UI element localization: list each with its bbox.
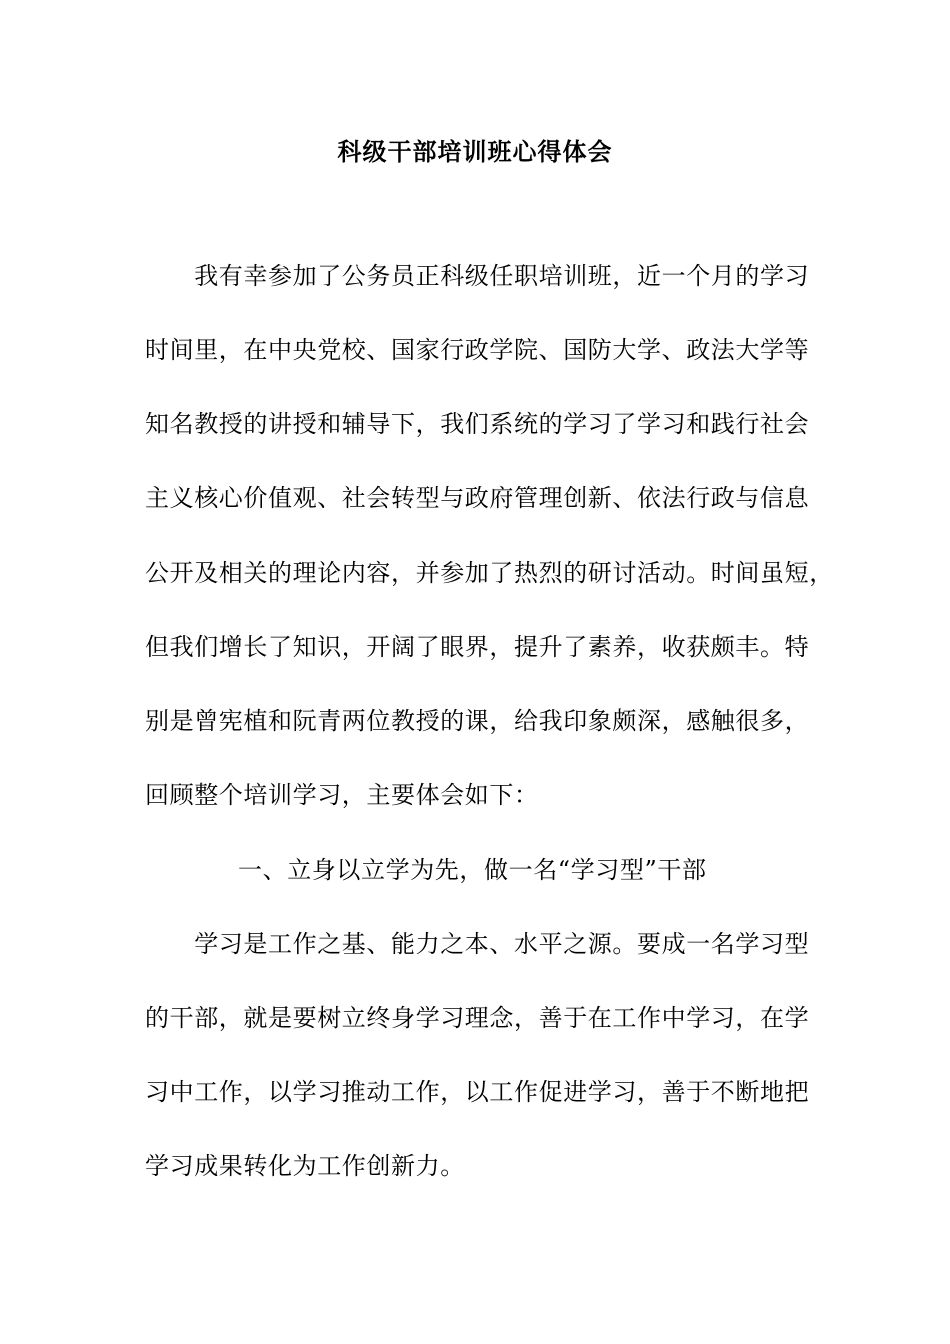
paragraph-line: 习中工作，以学习推动工作，以工作促进学习，善于不断地把 xyxy=(145,1078,810,1106)
paragraph-line: 学习成果转化为工作创新力。 xyxy=(145,1152,465,1180)
section-heading: 一、立身以立学为先，做一名“学习型”干部 xyxy=(238,856,707,884)
paragraph-line: 主义核心价值观、社会转型与政府管理创新、依法行政与信息 xyxy=(145,484,810,512)
document-title: 科级干部培训班心得体会 xyxy=(337,137,613,166)
paragraph-line: 我有幸参加了公务员正科级任职培训班，近一个月的学习 xyxy=(145,262,810,290)
paragraph-line: 公开及相关的理论内容，并参加了热烈的研讨活动。时间虽短， xyxy=(145,559,834,587)
paragraph-line: 但我们增长了知识，开阔了眼界，提升了素养，收获颇丰。特 xyxy=(145,633,810,661)
paragraph-line: 知名教授的讲授和辅导下，我们系统的学习了学习和践行社会 xyxy=(145,410,810,438)
paragraph-line: 的干部，就是要树立终身学习理念，善于在工作中学习，在学 xyxy=(145,1004,810,1032)
paragraph-line: 回顾整个培训学习，主要体会如下： xyxy=(145,781,539,809)
paragraph-line: 时间里，在中央党校、国家行政学院、国防大学、政法大学等 xyxy=(145,336,810,364)
paragraph-line: 学习是工作之基、能力之本、水平之源。要成一名学习型 xyxy=(145,930,810,958)
paragraph-line: 别是曾宪植和阮青两位教授的课，给我印象颇深，感触很多， xyxy=(145,707,810,735)
